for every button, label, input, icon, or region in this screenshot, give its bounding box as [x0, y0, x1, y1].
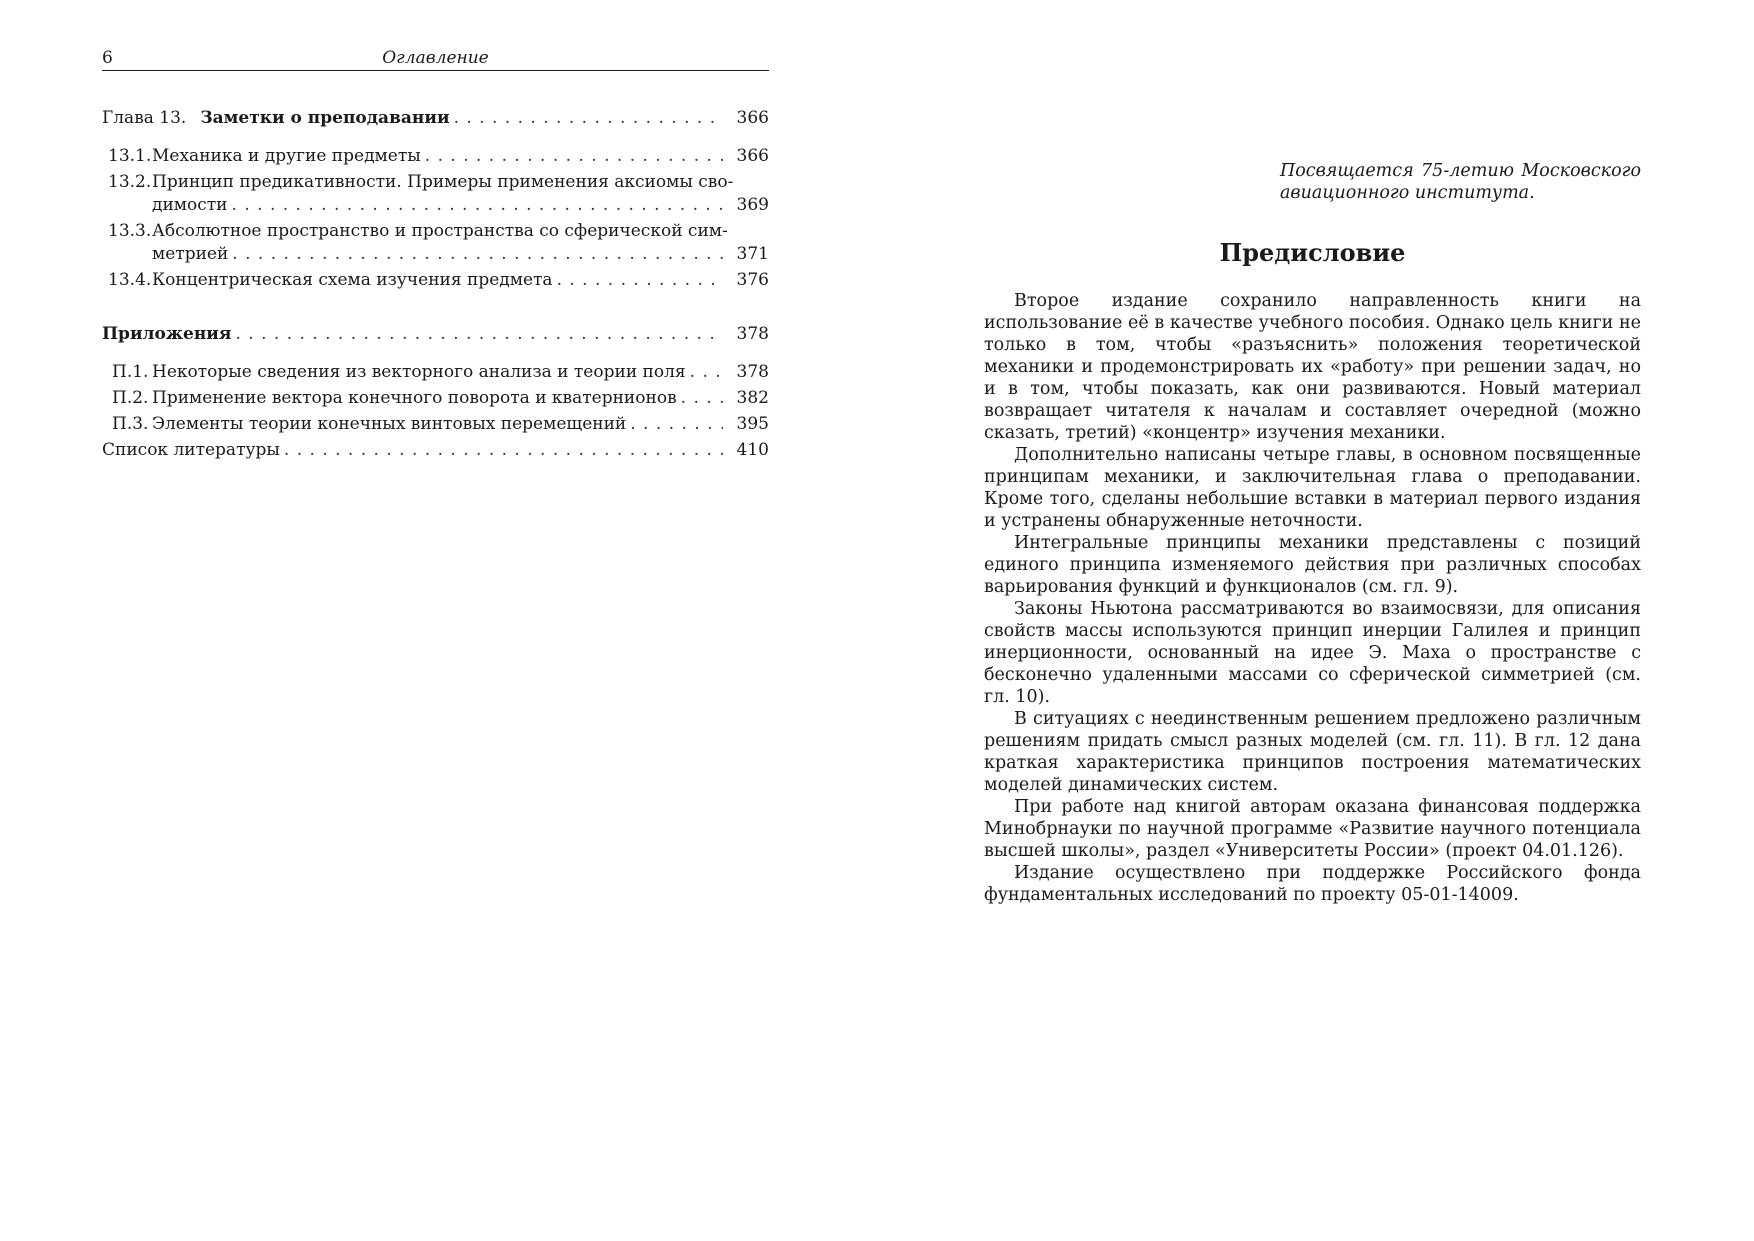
appendix-item-title: Некоторые сведения из векторного анализа и теории поля	[152, 362, 686, 382]
running-head	[102, 46, 769, 71]
leader-dots	[557, 269, 723, 292]
section-page: 371	[736, 244, 769, 264]
appendix-page: 378	[736, 324, 769, 344]
section-title: Механика и другие предметы	[152, 146, 421, 166]
bibliography-title: Список литературы	[102, 440, 280, 460]
section-number: 13.4.	[108, 270, 152, 290]
appendix-title: Приложения	[102, 324, 232, 344]
running-head-title: Оглавление	[382, 48, 489, 68]
dedication: Посвящается 75-летию Московского авиационного института.	[1280, 161, 1641, 203]
appendix-item-page: 378	[736, 362, 769, 382]
preface-paragraph: Законы Ньютона рассматриваются во взаимосвязи, для описания свойств массы используются принцип инерции Галилея и принцип инерционности, основанный на идее Э. Маха о пространстве с бесконечно удаленными массами со сферической симметрией (см. гл. 10).	[984, 599, 1641, 707]
page-number: 6	[102, 48, 113, 68]
preface-paragraph: В ситуациях с неединственным решением предложено различным решениям придать смысл разных моделей (см. гл. 11). В гл. 12 дана краткая характеристика принципов построения математических моделей динамических систем.	[984, 709, 1641, 795]
chapter-page: 366	[736, 108, 769, 128]
section-number: 13.2.	[108, 172, 152, 192]
bibliography-page: 410	[736, 440, 769, 460]
preface-paragraph: Дополнительно написаны четыре главы, в основном посвященные принципам механики, и заключительная глава о преподавании. Кроме того, сделаны небольшие вставки в материал первого издания и устранены обнаруженные неточности.	[984, 445, 1641, 531]
appendix-number: П.2.	[112, 388, 149, 408]
appendix-number: П.1.	[112, 362, 149, 382]
right-page-preface	[984, 160, 1641, 906]
appendix-item-page: 382	[736, 388, 769, 408]
toc-appendix-p2[interactable]	[102, 387, 769, 410]
appendix-item-page: 395	[736, 414, 769, 434]
section-title: Концентрическая схема изучения предмета	[152, 270, 553, 290]
section-page: 366	[736, 146, 769, 166]
section-title-line1: Абсолютное пространство и пространства со сферической сим-	[152, 221, 728, 241]
preface-title: Предисловие	[1219, 238, 1406, 267]
leader-dots	[425, 145, 723, 168]
left-page-toc	[102, 46, 769, 462]
leader-dots	[454, 107, 723, 130]
table-of-contents	[102, 107, 769, 462]
preface-paragraph: Интегральные принципы механики представлены с позиций единого принципа изменяемого действия при различных способах варьирования функций и функционалов (см. гл. 9).	[984, 533, 1641, 597]
section-page: 376	[736, 270, 769, 290]
section-number: 13.3.	[108, 221, 152, 241]
section-number: 13.1.	[108, 146, 152, 166]
toc-chapter-13[interactable]	[102, 107, 769, 130]
toc-section-13-1[interactable]	[102, 145, 769, 168]
leader-dots	[681, 387, 723, 410]
appendix-item-title: Элементы теории конечных винтовых перемещений	[152, 414, 627, 434]
preface-paragraph: Издание осуществлено при поддержке Российского фонда фундаментальных исследований по проекту 05-01-14009.	[984, 863, 1641, 905]
chapter-title: Заметки о преподавании	[200, 108, 450, 128]
leader-dots	[284, 439, 723, 462]
chapter-prefix: Глава 13.	[102, 108, 187, 128]
preface-paragraph: Второе издание сохранило направленность книги на использование её в качестве учебного пособия. Однако цель книги не только в том, чтобы «разъяснить» положения теоретической механики и продемонстрировать их «работу» при решении задач, но и в том, чтобы показать, как они развиваются. Новый материал возвращает читателя к началам и составляет очередной (можно сказать, третий) «концентр» изучения механики.	[984, 291, 1641, 443]
leader-dots	[232, 194, 723, 217]
toc-appendix[interactable]	[102, 323, 769, 346]
toc-section-13-2[interactable]	[102, 171, 769, 217]
section-title-line2: метрией	[152, 244, 229, 264]
leader-dots	[232, 243, 723, 266]
toc-appendix-p1[interactable]	[102, 361, 769, 384]
toc-bibliography[interactable]	[102, 439, 769, 462]
section-title-line2: димости	[152, 195, 228, 215]
section-page: 369	[736, 195, 769, 215]
section-title-line1: Принцип предикативности. Примеры применения аксиомы сво-	[152, 172, 734, 192]
appendix-item-title: Применение вектора конечного поворота и кватернионов	[152, 388, 677, 408]
toc-appendix-p3[interactable]	[102, 413, 769, 436]
leader-dots	[630, 413, 723, 436]
appendix-number: П.3.	[112, 414, 149, 434]
toc-section-13-3[interactable]	[102, 220, 769, 266]
preface-body	[984, 290, 1641, 906]
preface-paragraph: При работе над книгой авторам оказана финансовая поддержка Минобрнауки по научной программе «Развитие научного потенциала высшей школы», раздел «Университеты России» (проект 04.01.126).	[984, 797, 1641, 861]
leader-dots	[690, 361, 723, 384]
toc-section-13-4[interactable]	[102, 269, 769, 292]
leader-dots	[235, 323, 723, 346]
